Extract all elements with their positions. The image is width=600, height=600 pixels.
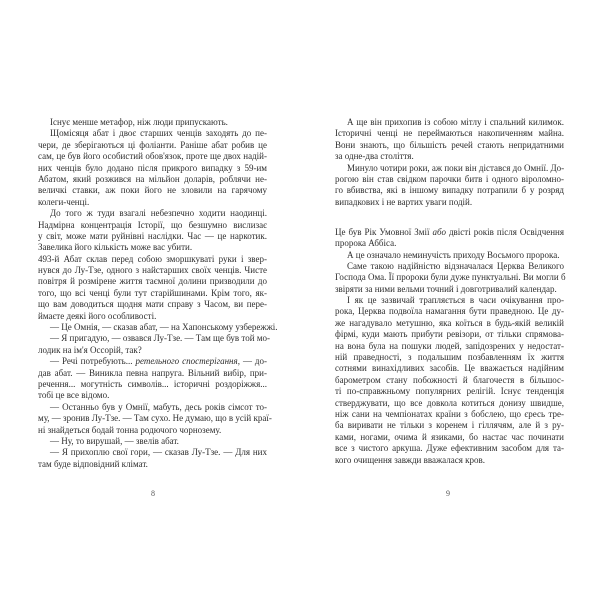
text-segment: — Речі потребують... xyxy=(50,356,136,367)
text-line: 493-й Абат склав перед собою зморшкуваті руки і звер- xyxy=(38,253,267,264)
page-number: 8 xyxy=(151,489,155,498)
page-number: 9 xyxy=(446,489,450,498)
text-line: там буде відповідний клімат. xyxy=(38,458,148,469)
paragraph xyxy=(38,333,271,356)
paragraph xyxy=(38,117,267,128)
paragraph xyxy=(38,356,267,402)
text-line: рогою він став свідком парочки битв і одного віроломно- xyxy=(335,173,564,184)
right-page xyxy=(300,0,600,600)
text-line: кого очищення завжди вважалася кров. xyxy=(335,454,486,465)
text-line: ті по-справжньому популярних релігій. Існує тенденція xyxy=(335,386,564,397)
text-line: величкі ставки, аж поки його не зловили на гарячому xyxy=(38,185,267,196)
text-line: сам, це був його особистий обов'язок, проте ще двох надій- xyxy=(38,151,267,162)
text-line: ні знайдеться бодай тонна родючого чорнозему. xyxy=(38,424,222,435)
text-line: того, що всі ченці були тут старійшинами. Крім того, як- xyxy=(38,287,267,298)
italic-text: або xyxy=(432,226,446,237)
text-line: Господа Ома. Її пророки були дуже пунктуальні. Ви могли б xyxy=(335,272,566,283)
text-line: лодик на ім'я Оссорій, так? xyxy=(38,344,142,355)
paragraph xyxy=(38,208,267,254)
left-page-text xyxy=(38,117,278,470)
text-line: ймаєте деякі його особливості. xyxy=(38,310,157,321)
text-segment: Це був Рік Умовної Змії xyxy=(335,226,433,237)
text-line: Історичні ченці не переймаються накопиченням майна. xyxy=(335,128,564,139)
paragraph xyxy=(38,436,267,447)
paragraph xyxy=(335,163,564,209)
text-line: — Я пригадую, — озвався Лу-Тзе. — Там ще був той мо- xyxy=(50,333,271,344)
text-line: фірмі, куди мають прибути ревізори, от тільки спрямова- xyxy=(335,329,564,340)
text-line: повітря й розмірене життя таємної долини призводили до xyxy=(38,276,267,287)
text-line: рока, Церква подвоїла намагання бути праведною. Це ду- xyxy=(335,306,564,317)
text-line: А ще він прихопив із собою мітлу і спальний килимок. xyxy=(347,117,564,127)
text-line: му, — зронив Лу-Тзе. — Там сухо. Не думаю, що в усій краї- xyxy=(38,413,272,424)
text-line: ній праведності, з подальшим позбавленням їх життя xyxy=(335,352,564,363)
text-line: стверджувати, що все довкола котиться донизу швидше, xyxy=(335,397,564,408)
text-line: ба виривати не тільки з коренем і гіллячям, але й з ру- xyxy=(335,420,564,431)
paragraph xyxy=(38,322,278,333)
text-line: Минуло чотири роки, аж поки він дістався до Омнії. До- xyxy=(347,162,565,173)
text-line xyxy=(335,227,564,238)
text-line: Саме такою надійністю відзначалася Церква Великого xyxy=(347,260,564,271)
text-line: що вам доводиться щодня мати справу з Часом, ви пере- xyxy=(38,299,267,310)
text-line: — Це Омнія, — сказав абат, — на Хапонському узбережжі. xyxy=(50,322,278,333)
paragraph xyxy=(335,117,564,163)
text-line: нувся до Лу-Тзе, одного з найстарших своїх ченців. Чисте xyxy=(38,265,267,276)
italic-text: ретельного спостерігання, xyxy=(135,356,240,367)
text-line: них ченців було додано після прикрого випадку з 59-им xyxy=(38,162,267,173)
text-line: Щомісяця абат і двоє старших ченців заходять до пе- xyxy=(50,128,267,139)
text-line: До того ж туди взагалі небезпечно ходити наодинці. xyxy=(50,208,267,219)
text-line: пророка Аббіса. xyxy=(335,238,397,249)
text-line: го вбивства, які в іншому випадку потрапили б у розряд xyxy=(335,185,564,196)
text-line: дав абат. — Виникла певна напруга. Вільний вибір, при- xyxy=(38,367,267,378)
paragraph xyxy=(38,401,272,436)
text-line: все з чистого аркуша. Дуже ефективним засобом для та- xyxy=(335,443,564,454)
text-line: чери, де зберігаються ці фоліанти. Раніше абат робив це xyxy=(38,139,267,150)
paragraph xyxy=(335,227,564,250)
paragraph xyxy=(335,250,564,261)
text-line: — Останньо був у Омнії, мабуть, десь років сімсот то- xyxy=(50,401,267,412)
paragraph xyxy=(38,447,267,470)
text-line: же нагадувало метушню, яка коїться в будь-якій великій xyxy=(335,317,564,328)
text-line: звіряти за ними вельми точний і довготривалий календар. xyxy=(335,283,557,294)
text-line: ніж сани на чемпіонатах країни з бобслею, що єресь тре- xyxy=(335,408,564,419)
paragraph xyxy=(38,254,267,322)
paragraph xyxy=(335,261,564,295)
text-line: барометром стану побожності й благочестя в більшос- xyxy=(335,374,564,385)
text-line: Абатом, який розжився на мільйон доларів, роблячи не- xyxy=(38,173,267,184)
text-line: у світ, може мати руйнівні наслідки. Час — це наркотик. xyxy=(38,230,267,241)
text-segment: двісті років після Освідчення xyxy=(445,226,564,237)
text-line: колеги-ченці. xyxy=(38,196,90,207)
paragraph xyxy=(335,295,564,466)
text-line: Існує менше метафор, ніж люди припускають. xyxy=(50,117,228,127)
text-line: сотнями винахідливих засобів. Це вважається надійним xyxy=(335,363,564,374)
text-line: Надмірна концентрація Історії, що безшумно вислизає xyxy=(38,219,267,230)
text-line: А це означало неминучість приходу Восьмого пророка. xyxy=(347,249,560,260)
text-line: на вона була на пошуки людей, запідозрених у недостат- xyxy=(335,340,564,351)
text-line: — Ну, то вирушай, — звелів абат. xyxy=(50,435,179,446)
text-line: за одне-два століття. xyxy=(335,151,414,162)
right-page-text xyxy=(335,117,564,466)
paragraph xyxy=(38,128,267,208)
text-line: Завелика його кількість може вас убити. xyxy=(38,242,193,253)
text-line: тобі це все відомо. xyxy=(38,390,110,401)
text-line: Вони знають, що більшість речей стають непридатними xyxy=(335,139,564,150)
text-line: ками, ногами, очима й язиками, бо настає час починати xyxy=(335,431,564,442)
text-line: випадкових і не вартих уваги подій. xyxy=(335,196,473,207)
text-line: І як це зазвичай трапляється в часи очікування про- xyxy=(347,295,564,306)
text-line: — Я прихоплю свої гори, — сказав Лу-Тзе. — Для них xyxy=(50,447,267,458)
text-line xyxy=(38,356,267,367)
text-segment: — до- xyxy=(239,356,267,367)
text-line: речення... могутність символів... історичні роздоріжжя... xyxy=(38,378,267,389)
